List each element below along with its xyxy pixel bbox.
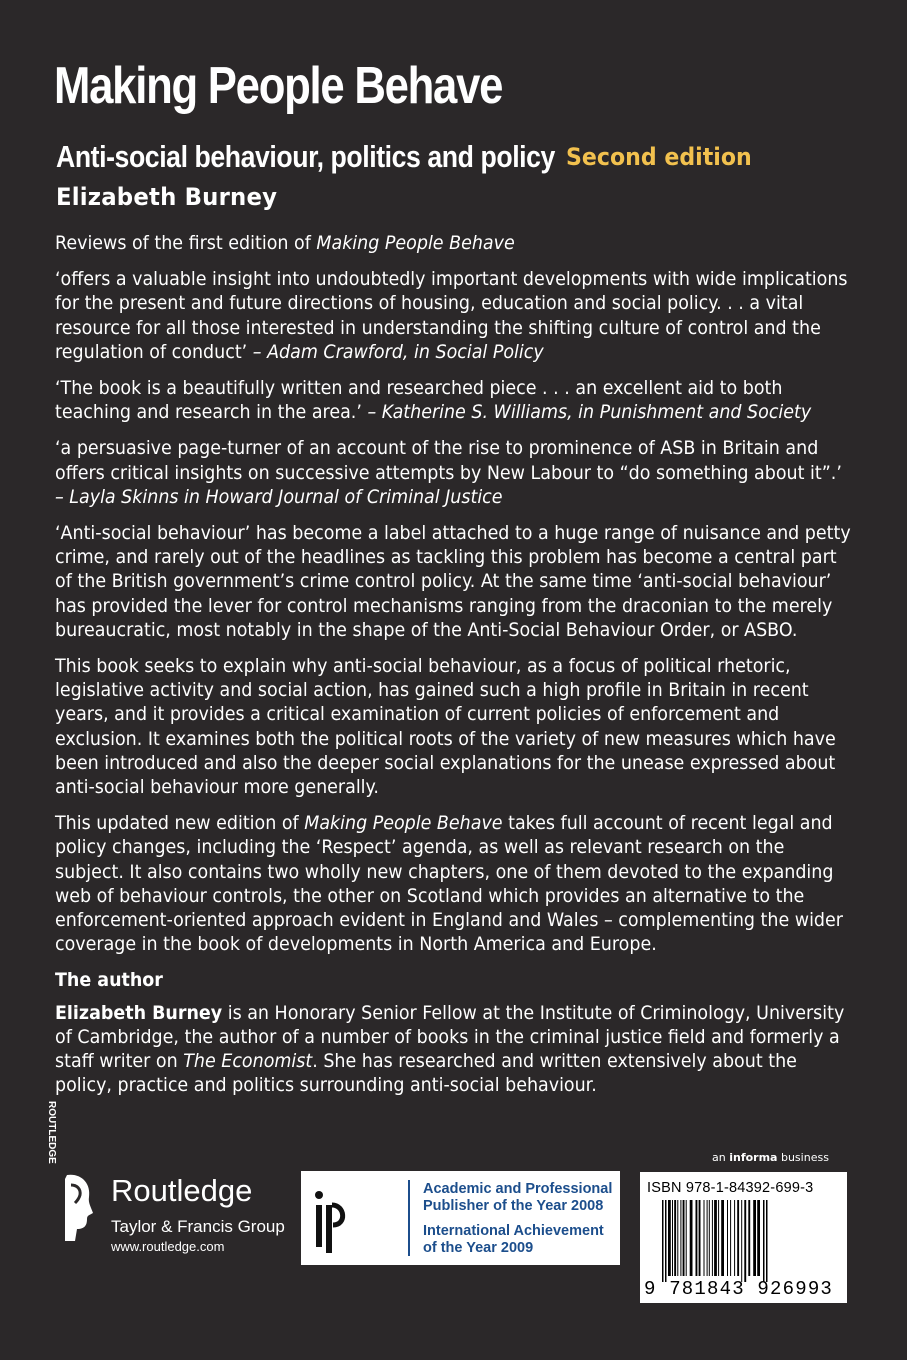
barcode-bar bbox=[674, 1200, 676, 1276]
barcode-bar bbox=[680, 1200, 681, 1276]
barcode-bar bbox=[712, 1200, 713, 1276]
barcode-bar bbox=[714, 1200, 717, 1276]
barcode-bar bbox=[721, 1200, 724, 1276]
barcode-bar bbox=[672, 1200, 673, 1276]
review-quote: ‘The book is a beautifully written and researched piece . . . an excellent aid to both teaching and research in the area.’ – Katherine S. Williams, in Punishment and Society bbox=[55, 378, 812, 424]
barcode-bar bbox=[704, 1200, 705, 1276]
reviews-heading: Reviews of the first edition of Making People Behave bbox=[55, 233, 515, 254]
review-source: – Adam Crawford, in Social Policy bbox=[252, 341, 544, 363]
barcode-bar bbox=[662, 1200, 664, 1282]
review-quote: ‘a persuasive page-turner of an account of the rise to prominence of ASB in Britain and offers critical insights on successive attempts by New Labour to “do something about it”.’ – Layla Skinns in Howard Journal of Criminal Justice bbox=[55, 438, 842, 508]
award-divider bbox=[408, 1180, 410, 1256]
barcode-bar bbox=[766, 1200, 768, 1282]
review-source: – Katherine S. Williams, in Punishment and Society bbox=[367, 402, 812, 424]
routledge-head-icon bbox=[46, 1101, 95, 1245]
description-paragraph: ‘Anti-social behaviour’ has become a label attached to a huge range of nuisance and petty crime, and rarely out of the headlines as tackling this problem has become a central part of the British government’s crime control policy. At the same time ‘anti-social behaviour’ has provided the lever for control mechanisms ranging from the draconian to the merely bureaucratic, most notably in the shape of the Anti-Social Behaviour Order, or ASBO. bbox=[55, 523, 851, 641]
author-name: Elizabeth Burney bbox=[56, 183, 278, 211]
review-source: – Layla Skinns in Howard Journal of Criminal Justice bbox=[55, 486, 503, 508]
author-heading: The author bbox=[55, 970, 163, 992]
barcode-bar bbox=[699, 1200, 701, 1276]
barcode-bar bbox=[707, 1200, 708, 1276]
isbn-barcode bbox=[640, 1172, 847, 1303]
barcode-bar bbox=[730, 1200, 731, 1276]
publisher-url: www.routledge.com bbox=[111, 1239, 225, 1254]
award-badge bbox=[301, 1171, 620, 1265]
back-cover-text bbox=[55, 232, 855, 1111]
barcode-bar bbox=[690, 1200, 693, 1276]
barcode-bar bbox=[741, 1200, 742, 1282]
barcode-bar bbox=[668, 1200, 671, 1276]
edition-label: Second edition bbox=[566, 143, 752, 171]
award-line-2: International Achievement of the Year 2009 bbox=[423, 1223, 604, 1256]
barcode-bar bbox=[753, 1200, 756, 1276]
book-subtitle: Anti-social behaviour, politics and policy bbox=[56, 139, 555, 174]
routledge-logo bbox=[46, 1101, 307, 1271]
barcode-bar bbox=[686, 1200, 687, 1276]
description-paragraph: This book seeks to explain why anti-social behaviour, as a focus of political rhetoric, legislative activity and social action, has gained such a high profile in Britain in recent years, and it provides a critical examination of current policies of enforcement and exclusion. It examines both the political roots of the variety of new measures which have been introduced and also the deeper social explanations for the unease expressed about anti-social behaviour more generally. bbox=[55, 656, 836, 799]
barcode-bar bbox=[683, 1200, 685, 1276]
barcode-bar bbox=[748, 1200, 750, 1276]
barcode-digits: 9 781843 926993 bbox=[644, 1278, 834, 1300]
routledge-vertical-text: ROUTLEDGE bbox=[46, 1101, 57, 1164]
isbn-text: ISBN 978-1-84392-699-3 bbox=[647, 1180, 814, 1196]
review-quote: ‘offers a valuable insight into undoubtedly important developments with wide implications for the present and future directions of housing, education and social policy. . . a vital resource for all those interested in understanding the shifting culture of control and the regulation of conduct’ – Adam Crawford, in Social Policy bbox=[55, 269, 848, 363]
informa-business-tag: an informa business bbox=[712, 1151, 829, 1164]
barcode-bar bbox=[737, 1200, 739, 1276]
barcode-bar bbox=[727, 1200, 728, 1276]
award-line-1: Academic and Professional Publisher of the Year 2008 bbox=[423, 1181, 613, 1214]
barcode-bar bbox=[665, 1200, 667, 1282]
reviews-heading-title: Making People Behave bbox=[316, 233, 515, 254]
barcode-bar bbox=[677, 1200, 678, 1276]
ip-award-icon bbox=[309, 1181, 349, 1256]
description-paragraph: This updated new edition of Making People Behave takes full account of recent legal and policy changes, including the ‘Respect’ agenda, as well as relevant research on the subject. It also contains two wholly new chapters, one of them devoted to the expanding web of behaviour controls, the other on Scotland which provides an alternative to the enforcement-oriented approach evident in England and Wales – complementing the wider coverage in the book of developments in North America and Europe. bbox=[55, 813, 843, 956]
barcode-bar bbox=[763, 1200, 765, 1282]
barcode-bar bbox=[734, 1200, 735, 1276]
publisher-group: Taylor & Francis Group bbox=[111, 1217, 285, 1236]
barcode-bar bbox=[744, 1200, 746, 1282]
barcode-bar bbox=[718, 1200, 719, 1276]
author-bio: Elizabeth Burney is an Honorary Senior Fellow at the Institute of Criminology, University of Cambridge, the author of a number of books in the criminal justice field and formerly a staff writer on The Economist. She has researched and written extensively about the policy, practice and politics surrounding anti-social behaviour. bbox=[55, 1002, 845, 1097]
routledge-name: Routledge bbox=[111, 1173, 253, 1208]
book-title: Making People Behave bbox=[54, 57, 503, 115]
barcode-bar bbox=[696, 1200, 698, 1276]
barcode-bar bbox=[709, 1200, 710, 1276]
barcode-bar bbox=[757, 1200, 760, 1276]
